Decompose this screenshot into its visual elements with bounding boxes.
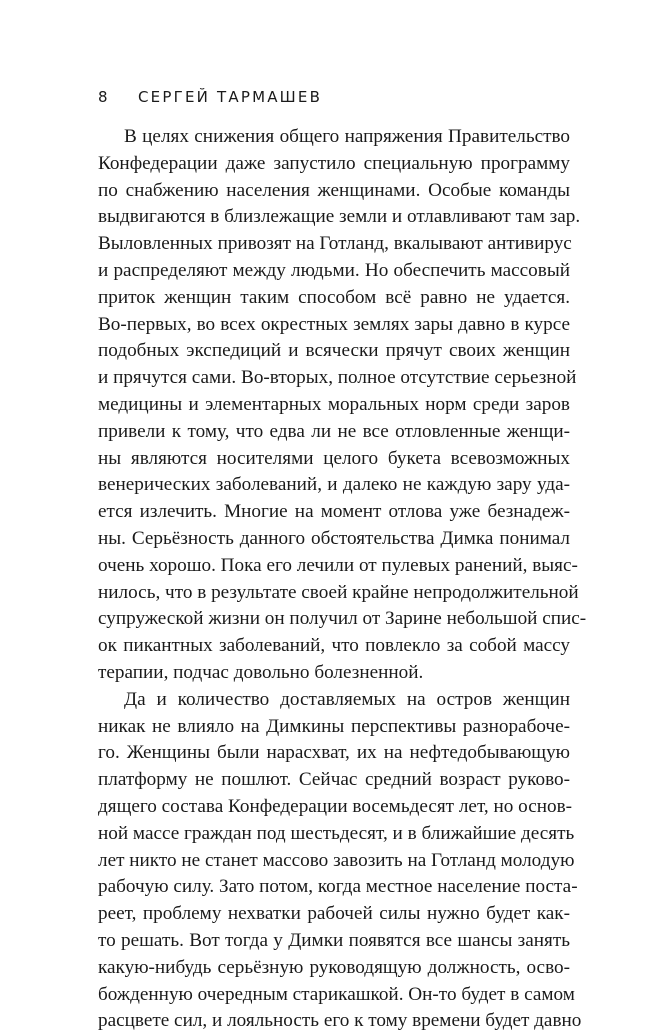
text-line: божденную очередным старикашкой. Он-то будет в самом xyxy=(98,983,575,1005)
text-line: очень хорошо. Пока его лечили от пулевых ранений, выяс- xyxy=(98,554,578,576)
paragraph-2 xyxy=(98,687,582,1035)
text-line: супружеской жизни он получил от Зарине небольшой спис- xyxy=(98,608,587,630)
text-line: лет никто не станет массово завозить на Готланд молодую xyxy=(98,849,575,871)
text-line: Во-первых, во всех окрестных землях зары давно в курсе xyxy=(98,313,570,335)
text-line: ется излечить. Многие на момент отлова уже безнадеж- xyxy=(98,501,570,523)
text-line: ной массе граждан под шестьдесят, и в ближайшие десять xyxy=(98,822,575,844)
text-line: никак не влияло на Димкины перспективы разнорабоче- xyxy=(98,715,570,737)
text-line: дящего состава Конфедерации восемьдесят лет, но основ- xyxy=(98,795,573,817)
text-line: рабочую силу. Зато потом, когда местное население поста- xyxy=(98,876,578,898)
author-name: СЕРГЕЙ ТАРМАШЕВ xyxy=(138,88,323,106)
text-line: ны. Серьёзность данного обстоятельства Димка понимал xyxy=(98,527,570,549)
text-line: расцвете сил, и лояльность его к тому времени будет давно xyxy=(98,1010,582,1032)
text-line: венерических заболеваний, и далеко не каждую зару уда- xyxy=(98,474,570,496)
paragraph-1 xyxy=(98,124,587,687)
text-line: Выловленных привозят на Готланд, вкалывают антивирус xyxy=(98,233,572,255)
text-line: привели к тому, что едва ли не все отловленные женщи- xyxy=(98,420,570,442)
text-line: то решать. Вот тогда у Димки появятся все шансы занять xyxy=(98,929,570,951)
text-line: Да и количество доставляемых на остров женщин xyxy=(124,688,570,710)
text-line: ны являются носителями целого букета всевозможных xyxy=(98,447,570,469)
running-head xyxy=(98,88,568,106)
text-line: платформу не пошлют. Сейчас средний возраст руково- xyxy=(98,769,570,791)
text-line: го. Женщины были нарасхват, их на нефтедобывающую xyxy=(98,742,570,764)
text-line: реет, проблему нехватки рабочей силы нужно будет как- xyxy=(98,903,570,925)
text-line: и распределяют между людьми. Но обеспечить массовый xyxy=(98,259,570,281)
text-line: какую-нибудь серьёзную руководящую должность, осво- xyxy=(98,956,570,978)
text-line: и прячутся сами. Во-вторых, полное отсутствие серьезной xyxy=(98,367,577,389)
text-line: приток женщин таким способом всё равно не удается. xyxy=(98,286,570,308)
text-line: медицины и элементарных моральных норм среди заров xyxy=(98,393,570,415)
text-line: по снабжению населения женщинами. Особые команды xyxy=(98,179,570,201)
text-line: В целях снижения общего напряжения Правительство xyxy=(124,126,570,147)
body-text xyxy=(98,124,587,1035)
text-line: Конфедерации даже запустило специальную программу xyxy=(98,152,570,174)
text-line: подобных экспедиций и всячески прячут своих женщин xyxy=(98,340,570,362)
text-line: ок пикантных заболеваний, что повлекло за собой массу xyxy=(98,635,570,657)
text-line: выдвигаются в близлежащие земли и отлавливают там зар. xyxy=(98,206,581,228)
page-number: 8 xyxy=(98,88,110,106)
text-line: терапии, подчас довольно болезненной. xyxy=(98,661,424,683)
text-line: нилось, что в результате своей крайне непродолжительной xyxy=(98,581,579,603)
